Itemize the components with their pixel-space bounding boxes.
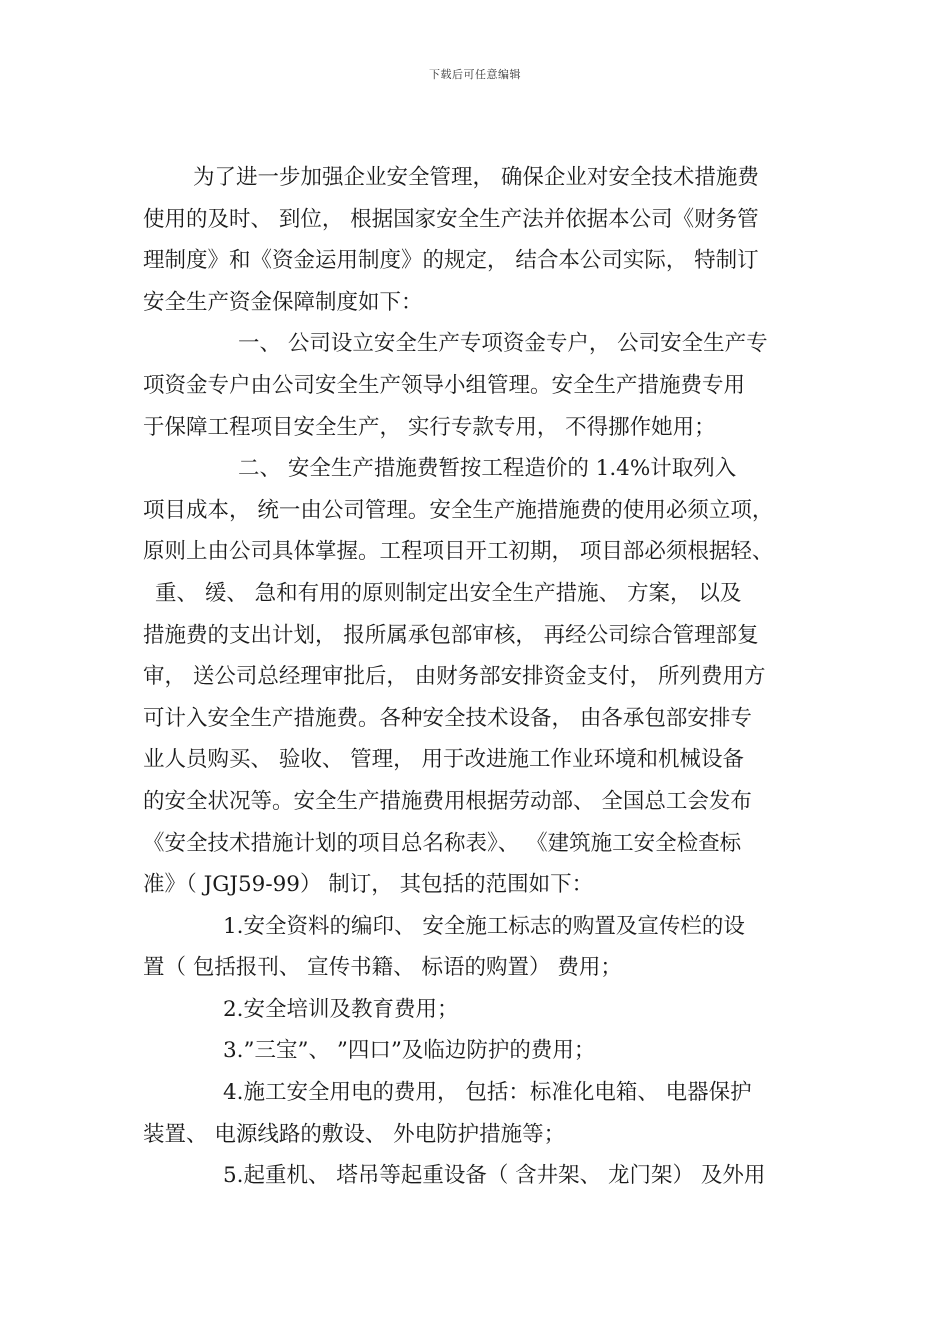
document-body: [143, 157, 813, 1197]
text-line: 1.安全资料的编印、 安全施工标志的购置及宣传栏的设: [223, 913, 745, 939]
text-line: 于保障工程项目安全生产， 实行专款专用， 不得挪作她用；: [143, 414, 716, 440]
text-line: 原则上由公司具体掌握。工程项目开工初期， 项目部必须根据轻、: [143, 539, 774, 565]
text-line: 3.”三宝”、 ”四口”及临边防护的费用；: [223, 1038, 596, 1064]
text-line: 可计入安全生产措施费。各种安全技术设备， 由各承包部安排专: [143, 705, 752, 731]
text-line: 一、 公司设立安全生产专项资金专户， 公司安全生产专: [238, 331, 768, 357]
text-line: 重、 缓、 急和有用的原则制定出安全生产措施、 方案， 以及: [155, 580, 742, 606]
header-note: 下载后可任意编辑: [429, 68, 521, 81]
text-line: 业人员购买、 验收、 管理， 用于改进施工作业环境和机械设备: [143, 747, 745, 773]
text-line: 二、 安全生产措施费暂按工程造价的 1.4%计取列入: [238, 456, 737, 482]
text-line: 项资金专户由公司安全生产领导小组管理。安全生产措施费专用: [143, 372, 746, 398]
text-line: 安全生产资金保障制度如下：: [143, 289, 423, 315]
text-line: 4.施工安全用电的费用， 包括：标准化电箱、 电器保护: [223, 1080, 752, 1106]
text-line: 项目成本， 统一由公司管理。安全生产施措施费的使用必须立项，: [143, 497, 774, 523]
text-line: 《安全技术措施计划的项目总名称表》、 《建筑施工安全检查标: [143, 830, 742, 856]
text-line: 为了进一步加强企业安全管理， 确保企业对安全技术措施费: [193, 165, 759, 190]
text-line: 5.起重机、 塔吊等起重设备（ 含井架、 龙门架） 及外用: [223, 1163, 766, 1189]
text-line: 措施费的支出计划， 报所属承包部审核， 再经公司综合管理部复: [143, 622, 759, 648]
text-line: 理制度》和《资金运用制度》的规定， 结合本公司实际， 特制订: [143, 248, 759, 274]
text-line: 装置、 电源线路的敷设、 外电防护措施等；: [143, 1121, 566, 1147]
text-line: 置（ 包括报刊、 宣传书籍、 标语的购置） 费用；: [143, 955, 622, 981]
text-line: 准》（ JGJ59-99） 制订， 其包括的范围如下：: [143, 872, 594, 898]
text-line: 的安全状况等。安全生产措施费用根据劳动部、 全国总工会发布: [143, 788, 752, 814]
text-line: 2.安全培训及教育费用；: [223, 996, 459, 1022]
text-line: 使用的及时、 到位， 根据国家安全生产法并依据本公司《财务管: [143, 206, 759, 232]
text-line: 审， 送公司总经理审批后， 由财务部安排资金支付， 所列费用方: [143, 664, 766, 690]
